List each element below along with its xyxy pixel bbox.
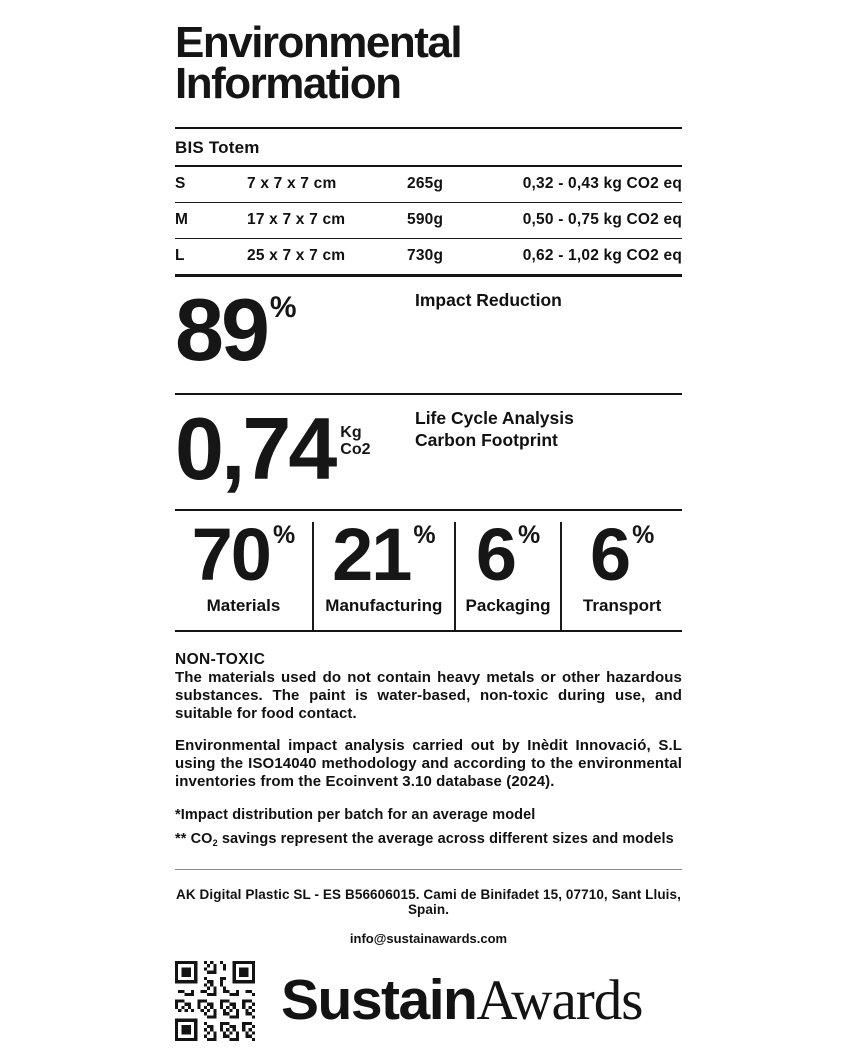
carbon-footprint-section — [175, 395, 682, 511]
brand-row — [175, 961, 682, 1041]
size-cell: S — [175, 175, 186, 193]
footprint-unit — [340, 425, 370, 459]
percent-sign: % — [413, 520, 436, 549]
dimensions-cell: 25 x 7 x 7 cm — [247, 247, 346, 265]
sustainawards-logo — [281, 968, 643, 1032]
logo-sustain: Sustain — [281, 968, 477, 1032]
analysis-paragraph: Environmental impact analysis carried out by Inèdit Innovació, S.L using the ISO14040 methodology and according to the environmental inventories from the Ecoinvent 3.10 database (2024). — [175, 736, 682, 791]
stat-value — [191, 512, 296, 596]
footer-divider — [175, 869, 682, 870]
footnote-suffix: savings represent the average across different sizes and models — [217, 830, 674, 847]
unit-co2: Co2 — [340, 440, 371, 458]
stat-label: Transport — [582, 596, 662, 616]
table-row-s — [175, 167, 682, 202]
stat-transport — [560, 512, 682, 630]
percent-sign: % — [632, 520, 655, 549]
product-name: BIS Totem — [175, 137, 260, 157]
carbon-footprint-label — [415, 408, 574, 452]
percent-sign: % — [269, 290, 297, 324]
stat-packaging — [454, 512, 560, 630]
title-line-1: Environmental — [175, 18, 462, 67]
qr-code-icon — [175, 961, 255, 1041]
stat-value — [475, 512, 541, 596]
footprint-number: 0,74 — [175, 398, 335, 498]
impact-reduction-value — [175, 279, 297, 379]
stat-label: Packaging — [465, 596, 551, 616]
weight-cell: 730g — [407, 247, 444, 265]
label-line-1: Life Cycle Analysis — [415, 407, 574, 428]
notes-section — [175, 651, 682, 848]
footnote-impact-distribution: *Impact distribution per batch for an average model — [175, 806, 536, 823]
table-row-l — [175, 238, 682, 274]
dimensions-cell: 7 x 7 x 7 cm — [247, 175, 337, 193]
contact-email: info@sustainawards.com — [349, 930, 508, 946]
content-column — [175, 0, 682, 1041]
co2-cell: 0,62 - 1,02 kg CO2 eq — [522, 247, 682, 265]
stat-number: 21 — [332, 512, 411, 596]
impact-number: 89 — [175, 279, 267, 379]
dimensions-cell: 17 x 7 x 7 cm — [247, 211, 346, 229]
percent-sign: % — [272, 520, 296, 549]
stat-materials — [175, 512, 312, 630]
stat-number: 6 — [589, 512, 630, 596]
label-line-2: Carbon Footprint — [415, 429, 558, 450]
stat-value — [589, 512, 655, 596]
stat-label: Materials — [206, 596, 281, 616]
weight-cell: 265g — [407, 175, 444, 193]
table-row-m — [175, 202, 682, 238]
page-title — [175, 18, 682, 109]
carbon-footprint-value — [175, 398, 371, 498]
footnote-co2-savings — [175, 831, 682, 848]
nontoxic-paragraph: The materials used do not contain heavy metals or other hazardous substances. The paint is water-based, non-toxic during use, and suitable for food contact. — [175, 668, 682, 723]
weight-cell: 590g — [407, 211, 444, 229]
stat-value — [332, 512, 436, 596]
footnote-prefix: ** CO — [175, 830, 213, 847]
stat-manufacturing — [312, 512, 454, 630]
logo-awards: Awards — [476, 969, 643, 1032]
stat-number: 70 — [191, 512, 270, 596]
co2-cell: 0,50 - 0,75 kg CO2 eq — [522, 211, 682, 229]
co2-cell: 0,32 - 0,43 kg CO2 eq — [522, 175, 682, 193]
size-cell: L — [175, 247, 185, 265]
impact-reduction-label: Impact Reduction — [415, 289, 562, 310]
impact-distribution-section — [175, 511, 682, 632]
company-address: AK Digital Plastic SL - ES B56606015. Cami de Binifadet 15, 07710, Sant Lluis, Spain. — [176, 886, 681, 917]
impact-reduction-section — [175, 277, 682, 395]
nontoxic-heading: NON-TOXIC — [175, 650, 266, 668]
percent-sign: % — [518, 520, 541, 549]
title-line-2: Information — [175, 59, 401, 109]
unit-kg: Kg — [340, 423, 362, 441]
subscript-2: 2 — [212, 837, 218, 848]
size-cell: M — [175, 211, 189, 229]
spec-table — [175, 167, 682, 277]
stat-number: 6 — [475, 512, 516, 596]
stat-label: Manufacturing — [325, 596, 443, 616]
